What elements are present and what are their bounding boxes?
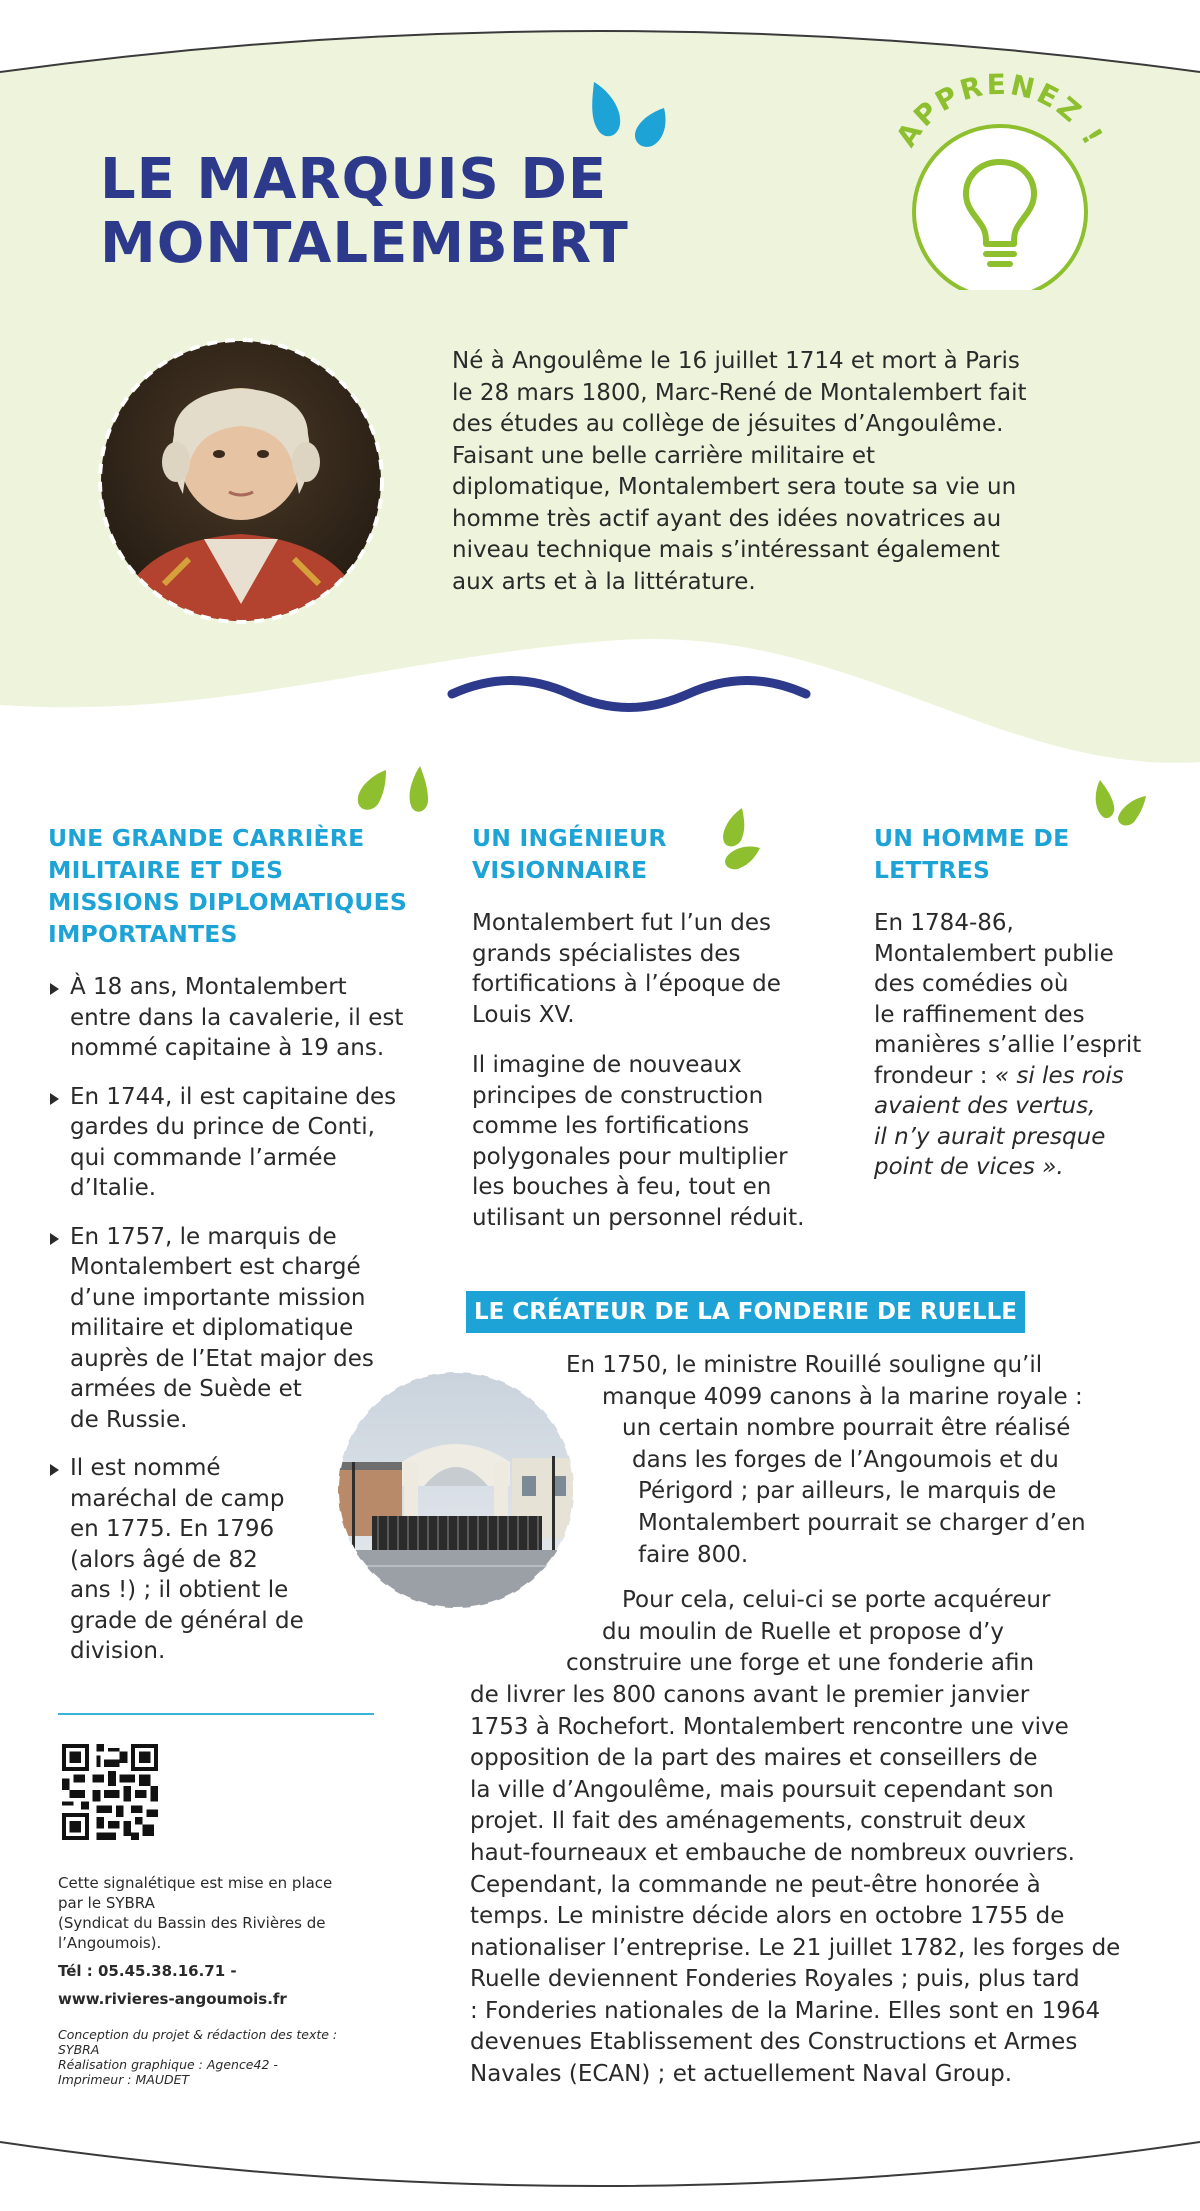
section-heading: UN INGÉNIEUR VISIONNAIRE [472,824,667,884]
badge-text-path: APPRENEZ ! [889,67,1111,153]
quote-line: avaient des vertus, [874,1093,1096,1119]
apprenez-badge [880,50,1120,290]
footer-divider [58,1713,374,1715]
qr-code[interactable] [62,1744,158,1840]
section-man-of-letters [874,822,1174,1183]
wave-divider [452,681,806,708]
intro-line: Faisant une belle carrière militaire et [452,442,876,469]
intro-paragraph [452,346,1092,598]
letters-paragraph: En 1784-86, Montalembert publie des comédies où le raffinement des manières s’allie l’esprit frondeur : « si les rois avaient des vertus, il n’y aurait presque point de vices ». [874,908,1174,1183]
intro-line: Né à Angoulême le 16 juillet 1714 et mort à Paris [452,348,1020,374]
section-heading: UNE GRANDE CARRIÈRE MILITAIRE ET DES MISSIONS DIPLOMATIQUES IMPORTANTES [48,824,407,948]
title-line-1: LE MARQUIS DE [100,147,608,212]
website-link[interactable]: www.rivieres-angoumois.fr [58,1990,287,2008]
section-engineer [472,822,852,1233]
bullet-triangle-icon [50,1233,59,1245]
list-item: À 18 ans, Montalembert entre dans la cavalerie, il est nommé capitaine à 19 ans. [48,972,448,1064]
fonderie-text: En 1750, le ministre Rouillé souligne qu’il manque 4099 canons à la marine royale : un certain nombre pourrait être réalisé dans les forges de l’Angoumois et du Périgord ; par ailleurs, le marquis de Montalembert pourrait se charger d’en faire 800. Pour cela, celui-ci se porte acquéreur du moulin de Ruelle et propose d’y construire une forge et une fonderie afin de livrer les 800 canons avant le premier janvier 1753 à Rochefort. Montalembert rencontre une vive opposition de la part des maires et conseillers de la ville d’Angoulême, mais poursuit cependant son projet. Il fait des aménagements, construit deux haut-fourneaux et embauche de nombreux ouvriers. Cependant, la commande ne peut-être honorée à temps. Le ministre décide alors en octobre 1755 de nationaliser l’entreprise. Le 21 juillet 1782, les forges de Ruelle deviennent Fonderies Royales ; puis, plus tard : Fonderies nationales de la Marine. Elles sont en 1964 devenues Etablissement des Constructions et Armes Navales (ECAN) ; et actuellement Naval Group. [470,1352,1121,2088]
engineer-paragraph-1: Montalembert fut l’un des grands spécialistes des fortifications à l’époque de Louis XV. [472,910,781,1028]
intro-line: des études au collège de jésuites d’Angoulême. [452,411,1004,437]
title-line-2: MONTALEMBERT [100,211,629,276]
list-item: En 1744, il est capitaine des gardes du prince de Conti, qui commande l’armée d’Italie. [48,1082,448,1204]
bullet-triangle-icon [50,983,59,995]
fonderie-heading: LE CRÉATEUR DE LA FONDERIE DE RUELLE [466,1291,1025,1333]
engineer-paragraph-2: Il imagine de nouveaux principes de construction comme les fortifications polygonales pour multiplier les bouches à feu, tout en utilisant un personnel réduit. [472,1052,805,1231]
bullet-triangle-icon [50,1093,59,1105]
intro-line: homme très actif ayant des idées novatrices au [452,505,1002,532]
intro-line: diplomatique, Montalembert sera toute sa vie un [452,474,1017,500]
footer-credits: Cette signalétique est mise en place par le SYBRA (Syndicat du Bassin des Rivières de l’Angoumois). Tél : 05.45.38.16.71 - www.rivieres-angoumois.fr Conception du projet & rédaction des texte : SYBRA Réalisation graphique : Agence42 - Imprimeur : MAUDET [58,1873,388,2087]
production-credits: Conception du projet & rédaction des texte : SYBRA Réalisation graphique : Agence42 - Imprimeur : MAUDET [58,2027,338,2087]
bullet-triangle-icon [50,1464,59,1476]
quote-line: il n’y aurait presque [874,1123,1106,1150]
bottom-border-curve [0,2142,1200,2186]
portrait-montalembert [94,334,388,628]
quote-line: point de vices ». [874,1154,1064,1180]
list-item: En 1757, le marquis de Montalembert est chargé d’une importante mission militaire et diplomatique auprès de l’Etat major des armées de Suède et de Russie. [48,1222,448,1436]
quote-line: « si les rois [994,1062,1124,1089]
section-heading: UN HOMME DE LETTRES [874,824,1070,884]
intro-line: niveau technique mais s’intéressant également [452,537,1000,563]
intro-line: le 28 mars 1800, Marc-René de Montalembert fait [452,379,1027,406]
list-item: Il est nommé maréchal de camp en 1775. En 1796 (alors âgé de 82 ans !) ; il obtient le grade de général de division. [48,1453,448,1667]
phone-number[interactable]: Tél : 05.45.38.16.71 - [58,1962,237,1980]
intro-line: aux arts et à la littérature. [452,568,756,595]
page-title [100,148,660,276]
